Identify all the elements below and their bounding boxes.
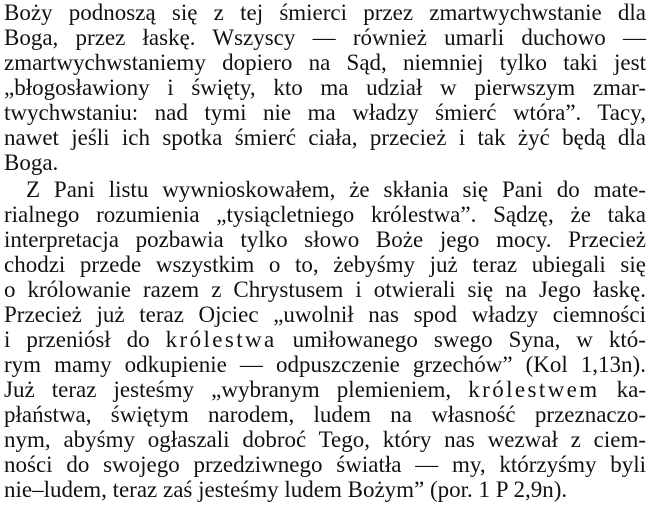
spaced-emphasis: królestwem <box>468 377 600 402</box>
text-line: rialnego rozumienia „tysiącletniego królestwa”. Sądzę, że taka <box>4 202 646 227</box>
text-line: nawet jeśli ich spotka śmierć ciała, przecież i tak żyć będą dla <box>4 125 647 150</box>
text-line: „błogosławiony i święty, kto ma udział w pierwszym zmar- <box>4 75 647 100</box>
text-line: Boga. <box>4 150 59 175</box>
text-run: i przeniósł do <box>4 327 166 352</box>
text-line: o królowanie razem z Chrystusem i otwierali się na Jego łaskę. <box>4 277 647 302</box>
text-line: rym mamy odkupienie — odpuszczenie grzechów” (Kol 1,13n). <box>4 352 646 377</box>
text-run: umiłowanego swego Syna, w któ- <box>276 327 646 352</box>
text-line: Boży podnoszą się z tej śmierci przez zmartwychwstanie dla <box>4 0 647 25</box>
text-line: Przecież już teraz Ojciec „uwolnił nas spod władzy ciemności <box>4 302 646 327</box>
text-line: Z Pani listu wywnioskowałem, że skłania się Pani do mate- <box>26 177 646 202</box>
text-line: zmartwychwstaniemy dopiero na Sąd, niemniej tylko taki jest <box>4 50 646 75</box>
text-line: twychwstaniu: nad tymi nie ma władzy śmierć wtóra”. Tacy, <box>4 100 646 125</box>
text-run: ka- <box>599 377 647 402</box>
text-line: interpretacja pozbawia tylko słowo Boże jego mocy. Przecież <box>4 227 646 252</box>
text-line: chodzi przede wszystkim o to, żebyśmy już teraz ubiegali się <box>4 252 646 277</box>
text-line: nie–ludem, teraz zaś jesteśmy ludem Bożym” (por. 1 P 2,9n). <box>4 477 568 502</box>
text-line <box>4 377 650 402</box>
text-line: ności do swojego przedziwnego światła — my, którzyśmy byli <box>4 452 647 477</box>
spaced-emphasis: królestwa <box>165 327 277 352</box>
text-line: nym, abyśmy ogłaszali dobroć Tego, który nas wezwał z ciem- <box>4 427 646 452</box>
text-run: Już teraz jesteśmy „wybranym plemieniem, <box>4 377 469 402</box>
text-line <box>4 327 650 352</box>
text-line: płaństwa, świętym narodem, ludem na własność przeznaczo- <box>4 402 646 427</box>
text-line: Boga, przez łaskę. Wszyscy — również umarli duchowo — <box>4 25 646 50</box>
